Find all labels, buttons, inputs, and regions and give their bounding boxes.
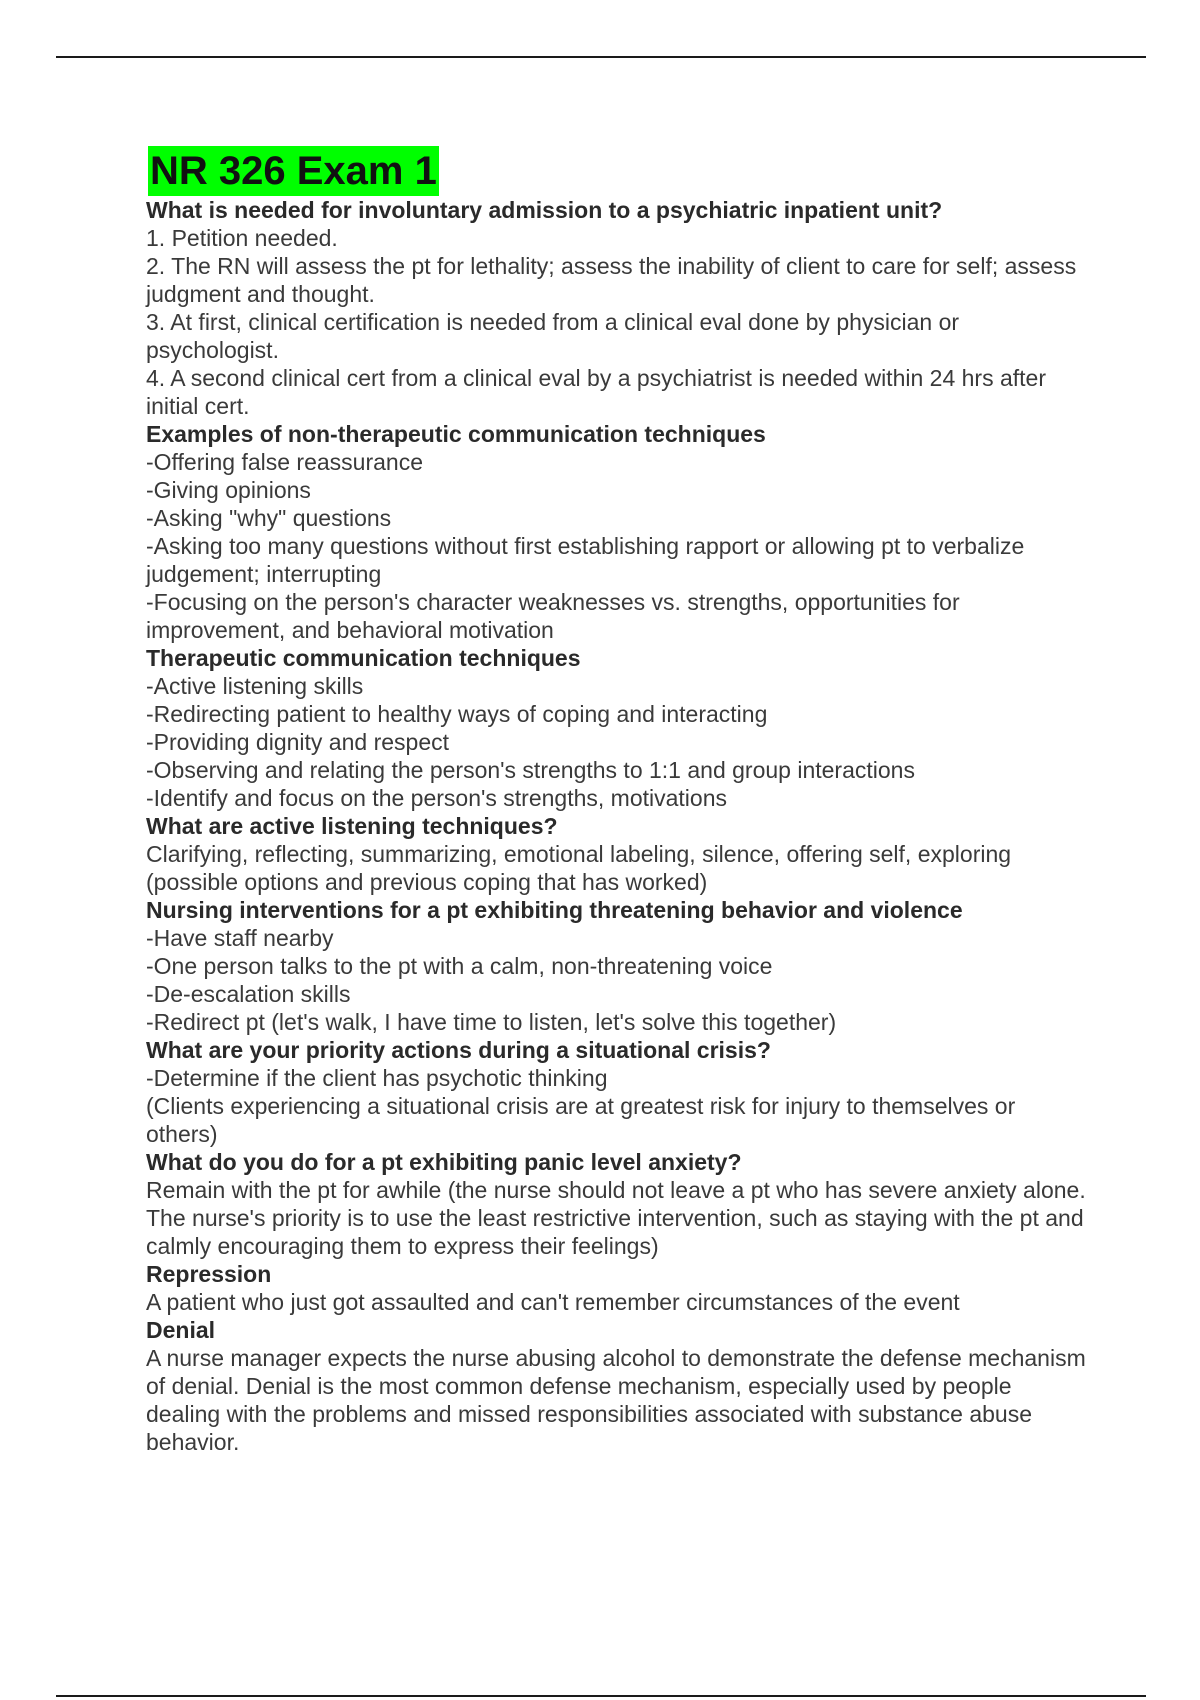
question-heading: Nursing interventions for a pt exhibiting threatening behavior and violence: [146, 897, 963, 923]
question-heading: Denial: [146, 1317, 216, 1343]
answer-line: -Redirecting patient to healthy ways of coping and interacting: [146, 701, 768, 727]
answer-line: Remain with the pt for awhile (the nurse should not leave a pt who has severe anxiety alone. The nurse's priority is to use the least restrictive intervention, such as staying with the pt and calmly encouraging them to express their feelings): [146, 1177, 1086, 1259]
title-highlight: [146, 146, 441, 196]
qa-section: [146, 1260, 1086, 1316]
qa-section: [146, 420, 1086, 644]
document-content: [146, 146, 1086, 1456]
answer-line: Clarifying, reflecting, summarizing, emotional labeling, silence, offering self, exploring (possible options and previous coping that has worked): [146, 841, 1012, 895]
qa-section: [146, 1316, 1086, 1456]
answer-line: 4. A second clinical cert from a clinical eval by a psychiatrist is needed within 24 hrs after initial cert.: [146, 365, 1046, 419]
answer-line: 1. Petition needed.: [146, 225, 338, 251]
question-heading: Repression: [146, 1261, 272, 1287]
bottom-rule: [56, 1695, 1146, 1697]
answer-line: -De-escalation skills: [146, 981, 351, 1007]
answer-line: -Giving opinions: [146, 477, 311, 503]
qa-section: [146, 812, 1086, 896]
answer-line: A nurse manager expects the nurse abusing alcohol to demonstrate the defense mechanism of denial. Denial is the most common defense mechanism, especially used by people dealing with the problems and missed responsibilities associated with substance abuse behavior.: [146, 1345, 1086, 1455]
answer-line: -Asking too many questions without first establishing rapport or allowing pt to verbalize judgement; interrupting: [146, 533, 1025, 587]
answer-line: (Clients experiencing a situational crisis are at greatest risk for injury to themselves or others): [146, 1093, 1016, 1147]
qa-sections: [146, 196, 1086, 1456]
question-heading: Examples of non-therapeutic communication techniques: [146, 421, 766, 447]
answer-line: -Asking "why" questions: [146, 505, 392, 531]
qa-section: [146, 1148, 1086, 1260]
question-heading: Therapeutic communication techniques: [146, 645, 581, 671]
question-heading: What do you do for a pt exhibiting panic level anxiety?: [146, 1149, 742, 1175]
qa-section: [146, 644, 1086, 812]
answer-line: -Determine if the client has psychotic thinking: [146, 1065, 608, 1091]
answer-line: A patient who just got assaulted and can't remember circumstances of the event: [146, 1289, 960, 1315]
answer-line: 2. The RN will assess the pt for lethality; assess the inability of client to care for self; assess judgment and thought.: [146, 253, 1077, 307]
answer-line: -Offering false reassurance: [146, 449, 423, 475]
question-heading: What are your priority actions during a situational crisis?: [146, 1037, 771, 1063]
question-heading: What is needed for involuntary admission to a psychiatric inpatient unit?: [146, 197, 943, 223]
answer-line: -One person talks to the pt with a calm, non-threatening voice: [146, 953, 773, 979]
qa-section: [146, 196, 1086, 420]
answer-line: -Observing and relating the person's strengths to 1:1 and group interactions: [146, 757, 915, 783]
document-title: NR 326 Exam 1: [148, 146, 439, 196]
answer-line: -Have staff nearby: [146, 925, 334, 951]
answer-line: -Providing dignity and respect: [146, 729, 449, 755]
answer-line: -Active listening skills: [146, 673, 364, 699]
answer-line: 3. At first, clinical certification is needed from a clinical eval done by physician or psychologist.: [146, 309, 960, 363]
answer-line: -Redirect pt (let's walk, I have time to listen, let's solve this together): [146, 1009, 837, 1035]
qa-section: [146, 896, 1086, 1036]
top-rule: [56, 56, 1146, 58]
answer-line: -Focusing on the person's character weaknesses vs. strengths, opportunities for improvement, and behavioral motivation: [146, 589, 960, 643]
question-heading: What are active listening techniques?: [146, 813, 558, 839]
answer-line: -Identify and focus on the person's strengths, motivations: [146, 785, 727, 811]
qa-section: [146, 1036, 1086, 1148]
